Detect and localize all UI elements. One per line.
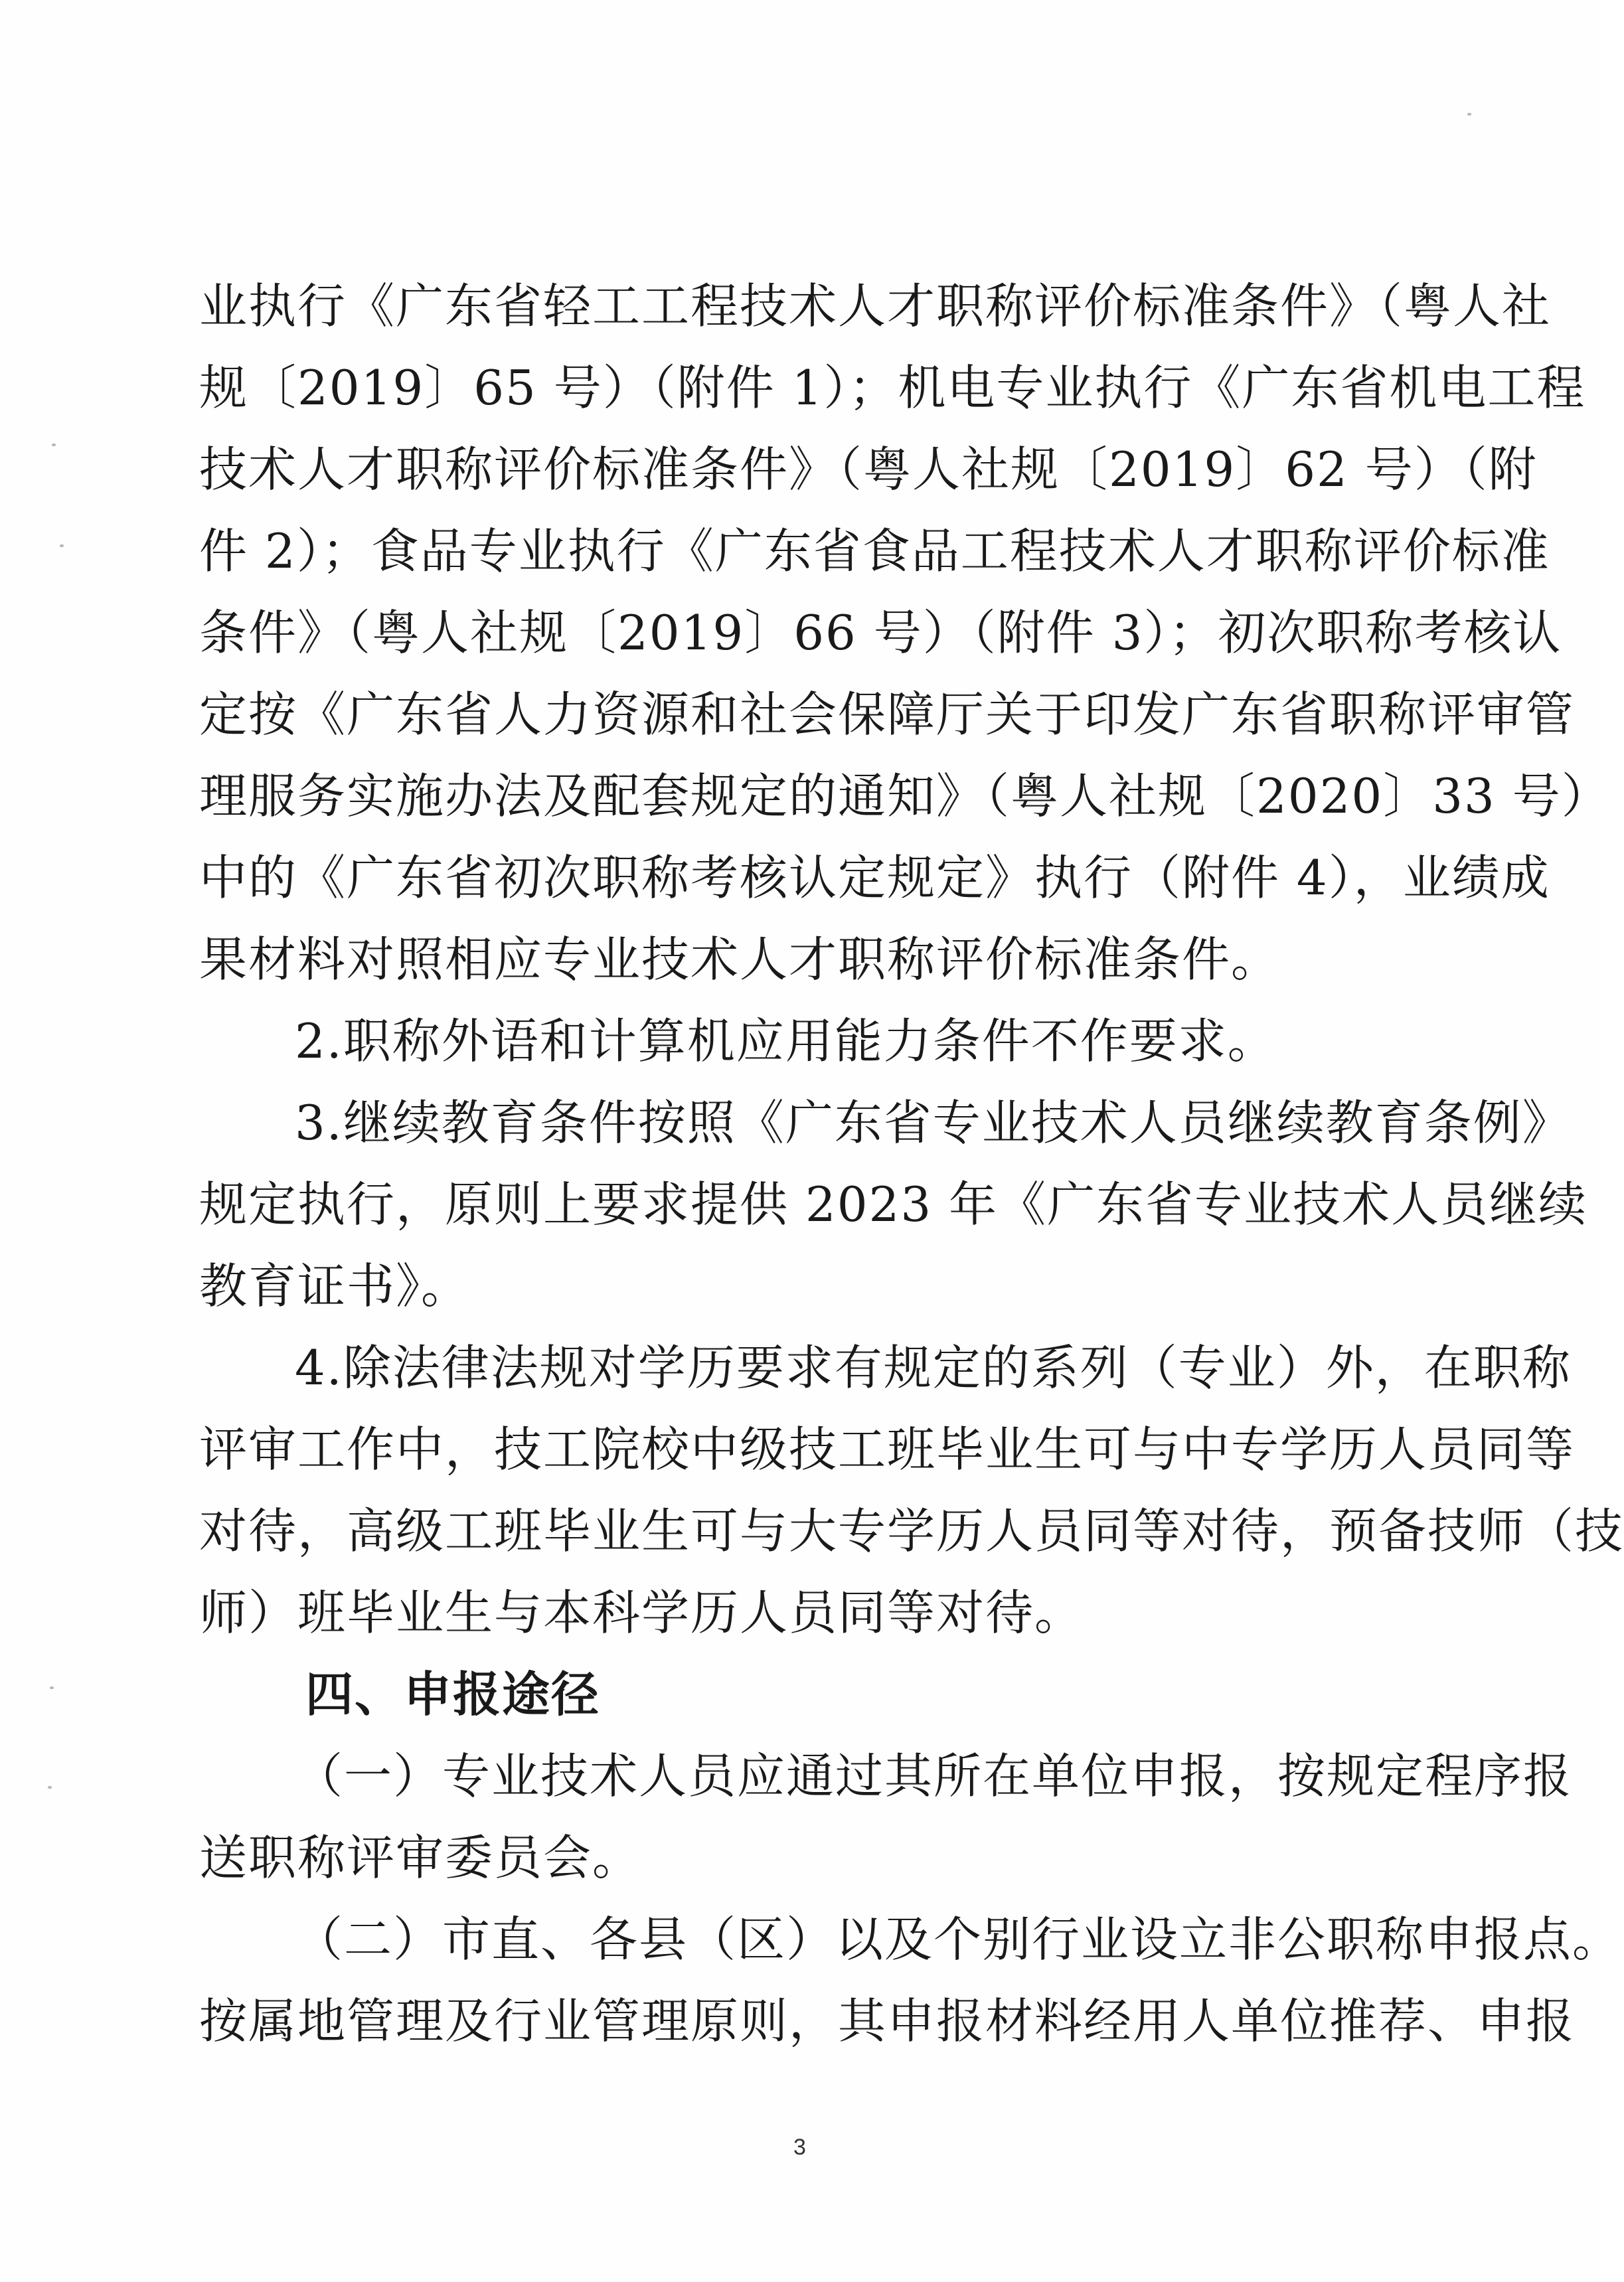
body-line: 果材料对照相应专业技术人才职称评价标准条件。	[199, 932, 1281, 987]
scan-speck	[60, 544, 64, 547]
body-line: 业执行《广东省轻工工程技术人才职称评价标准条件》（粤人社	[199, 278, 1552, 334]
scan-speck	[52, 444, 56, 446]
body-line: 送职称评审委员会。	[199, 1830, 642, 1886]
body-line: 件 2）；食品专业执行《广东省食品工程技术人才职称评价标准	[199, 523, 1550, 579]
body-line: 评审工作中，技工院校中级技工班毕业生可与中专学历人员同等	[199, 1422, 1576, 1477]
body-line: 条件》（粤人社规〔2019〕66 号）（附件 3）；初次职称考核认	[199, 605, 1562, 661]
scan-speck	[48, 1786, 52, 1789]
body-line: 按属地管理及行业管理原则，其申报材料经用人单位推荐、申报	[199, 1993, 1576, 2049]
body-line: 对待，高级工班毕业生可与大专学历人员同等对待，预备技师（技	[199, 1503, 1624, 1559]
body-line: 技术人才职称评价标准条件》（粤人社规〔2019〕62 号）（附	[199, 442, 1538, 497]
body-line: （二）市直、各县（区）以及个别行业设立非公职称申报点。	[295, 1912, 1622, 1967]
body-line: 定按《广东省人力资源和社会保障厅关于印发广东省职称评审管	[199, 687, 1576, 742]
body-line: 教育证书》。	[199, 1258, 471, 1314]
page-number: 3	[793, 2135, 806, 2160]
body-line: 师）班毕业生与本科学历人员同等对待。	[199, 1585, 1084, 1641]
body-line: 中的《广东省初次职称考核认定规定》执行（附件 4），业绩成	[199, 850, 1550, 906]
body-line: 4.除法律法规对学历要求有规定的系列（专业）外，在职称	[295, 1340, 1572, 1396]
body-line: 理服务实施办法及配套规定的通知》（粤人社规〔2020〕33 号）	[199, 768, 1611, 824]
body-text	[199, 266, 1624, 2062]
scan-speck	[50, 1686, 54, 1689]
scan-speck	[1467, 113, 1471, 116]
body-line: 3.继续教育条件按照《广东省专业技术人员继续教育条例》	[295, 1095, 1572, 1151]
section-heading: 四、申报途径	[305, 1667, 601, 1722]
body-line: （一）专业技术人员应通过其所在单位申报，按规定程序报	[295, 1748, 1573, 1804]
body-line: 规〔2019〕65 号）（附件 1）；机电专业执行《广东省机电工程	[199, 360, 1586, 416]
body-line: 2.职称外语和计算机应用能力条件不作要求。	[295, 1013, 1277, 1069]
body-line: 规定执行，原则上要求提供 2023 年《广东省专业技术人员继续	[199, 1177, 1588, 1232]
